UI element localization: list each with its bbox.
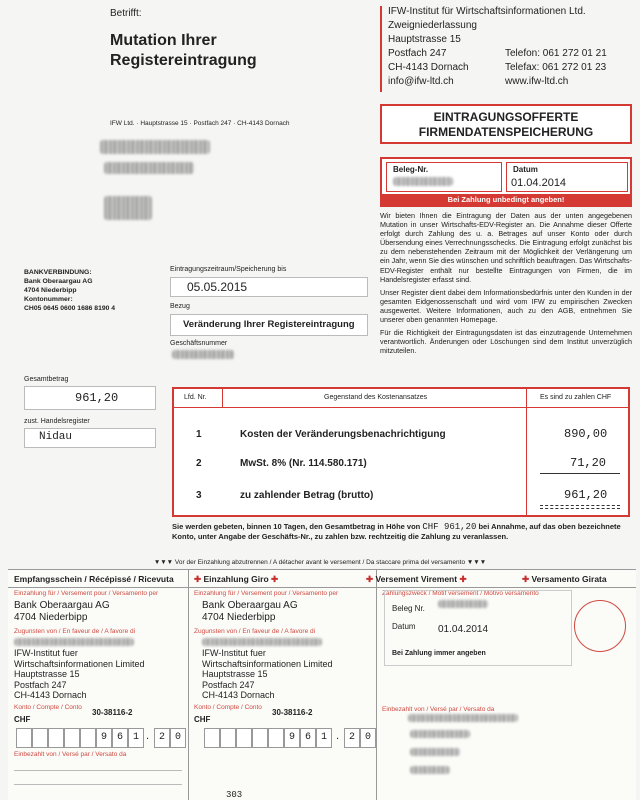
slip-title-2 xyxy=(194,574,278,585)
header-gegenstand: Gegenstand des Kostenansatzes xyxy=(324,394,428,401)
sender-line: IFW Ltd. · Hauptstrasse 15 · Postfach 247 · CH-4143 Dornach xyxy=(110,120,290,127)
body-paragraph-2: Unser Register dient dabei dem Informationsbedürfnis unter den Kunden in der gesamten Eidgenossenschaft und wird vom IFW zu empirischen Zwecken ausgewertet. Weitere Informationen, auch zu den AGB, entnehmen Sie unserer oben genannten Homepage. xyxy=(380,287,632,325)
s1-line-2 xyxy=(14,784,182,785)
s1-cell-digit: 1 xyxy=(128,728,144,748)
company-branch: Zweigniederlassung xyxy=(388,20,477,31)
beleg-value-redacted xyxy=(393,177,453,186)
slip-title-3-text: Versement Virement xyxy=(375,574,458,584)
s2-bank-city: 4704 Niederbipp xyxy=(202,612,276,623)
bezug-value: Veränderung Ihrer Registereintragung xyxy=(183,319,355,330)
row-2-desc: MwSt. 8% (Nr. 114.580.171) xyxy=(240,458,367,469)
row-3-underline-1 xyxy=(540,505,620,506)
bank-konto-label: Kontonummer: xyxy=(24,296,73,303)
s1-konto-label: Konto / Compte / Conto xyxy=(14,704,82,711)
gesamt-value: 961,20 xyxy=(75,391,119,405)
s1-cell-empty xyxy=(48,728,64,748)
row-2-underline xyxy=(540,473,620,474)
s2-recipient-1: IFW-Institut fuer xyxy=(202,648,266,658)
payment-note-b: bei Annahme, auf das oben bezeichnete Konto, unter Angabe der Geschäfts-Nr., zu zahlen bzw. rechtzeitig die Zahlung zu veranlassen. xyxy=(172,522,621,541)
redacted-address-2 xyxy=(104,162,194,174)
slip-footer-number: 303 xyxy=(226,790,243,800)
s1-recipient-5: CH-4143 Dornach xyxy=(14,690,87,700)
row-3-amount: 961,20 xyxy=(564,488,608,502)
s1-currency: CHF xyxy=(14,715,31,724)
row-3-underline-2 xyxy=(540,508,620,509)
s1-cell-empty xyxy=(32,728,48,748)
header-lfd-nr: Lfd. Nr. xyxy=(184,394,207,401)
geschaefts-label: Geschäftsnummer xyxy=(170,340,228,347)
row-1-desc: Kosten der Veränderungsbenachrichtigung xyxy=(240,429,446,440)
header-divider-2 xyxy=(526,389,527,515)
plus-icon-2: ✚ xyxy=(268,574,279,584)
company-pobox: Postfach 247 xyxy=(388,48,447,59)
row-2-nr: 2 xyxy=(196,458,202,469)
s1-cell-digit: 0 xyxy=(170,728,186,748)
bank-city: 4704 Niederbipp xyxy=(24,287,77,294)
s1-zugunsten-label: Zugunsten von / En faveur de / A favore di xyxy=(14,628,136,635)
s1-recipient-2: Wirtschaftsinformationen Limited xyxy=(14,658,145,669)
register-box xyxy=(24,428,156,448)
company-city: CH-4143 Dornach xyxy=(388,62,469,73)
bank-block xyxy=(24,268,115,313)
s3-zweck-label: Zahlungszweck / Motif versement / Motivo versamento xyxy=(382,590,539,597)
s1-cell-digit: 9 xyxy=(96,728,112,748)
row-3-desc: zu zahlender Betrag (brutto) xyxy=(240,490,374,501)
s2-cell-digit: 9 xyxy=(284,728,300,748)
company-contact xyxy=(505,47,607,89)
s2-cell-digit: 0 xyxy=(360,728,376,748)
header-zu-zahlen: Es sind zu zahlen CHF xyxy=(540,394,612,401)
register-label: zust. Handelsregister xyxy=(24,418,90,425)
beleg-label: Beleg-Nr. xyxy=(393,165,429,174)
company-phone: Telefon: 061 272 01 21 xyxy=(505,48,607,59)
body-paragraph-1: Wir bieten Ihnen die Eintragung der Daten aus der unten angegebenen Mutation in unser Wirtschafts-EDV-Register an. Die Annahme dieser Offerte erfolgt durch Zahlung des u. a. Betrages auf unser Konto oder durch Übersendung eines Verrechnungsschecks. Die Eintragung erfolgt zunächst bis zu dem nebenstehenden Zeitraum mit der Möglichkeit der Verlängerung um ein Jahr, wenn Sie dies wünschen und schriftlich beauftragen. Das Wirtschafts-EDV-Register enthält nur bestellte Eintragungen von Firmen, die im Handelsregister erfasst sind. xyxy=(380,211,632,284)
s2-cell-empty xyxy=(236,728,252,748)
payment-note-a: Sie werden gebeten, binnen 10 Tagen, den Gesamtbetrag in Höhe von xyxy=(172,522,421,531)
s3-immer-angeben: Bei Zahlung immer angeben xyxy=(392,650,486,657)
payment-note xyxy=(172,522,630,542)
s1-recipient-3: Hauptstrasse 15 xyxy=(14,669,80,679)
redacted-address-3 xyxy=(104,196,152,220)
body-text xyxy=(380,211,632,355)
title-line-1: Mutation Ihrer xyxy=(110,32,217,49)
s1-bank-name: Bank Oberaargau AG xyxy=(14,600,110,611)
s1-redacted xyxy=(14,638,134,646)
s1-recipient-1: IFW-Institut fuer xyxy=(14,648,78,658)
bank-label: BANKVERBINDUNG: xyxy=(24,269,92,276)
s3-beleg-redacted xyxy=(438,600,488,608)
s2-konto-value: 30-38116-2 xyxy=(272,708,313,717)
body-paragraph-3: Für die Richtigkeit der Eintragungsdaten ist das einzutragende Unternehmen verantwortlich. Änderungen oder Löschungen sind dem Institut unverzüglich mitzuteilen. xyxy=(380,328,632,356)
s2-currency: CHF xyxy=(194,715,211,724)
s2-konto-label: Konto / Compte / Conto xyxy=(194,704,262,711)
slip-divider-1 xyxy=(188,570,189,800)
s3-payer-redacted-3 xyxy=(410,748,460,756)
slip-divider-2 xyxy=(376,570,377,800)
s3-datum-label: Datum xyxy=(392,622,416,631)
s1-einzahlung-label: Einzahlung für / Versement pour / Versamento per xyxy=(14,590,159,597)
s2-recipient-2: Wirtschaftsinformationen Limited xyxy=(202,658,333,669)
company-fax: Telefax: 061 272 01 23 xyxy=(505,62,607,73)
row-1-nr: 1 xyxy=(196,429,202,440)
beleg-field xyxy=(386,162,502,192)
s3-payer-redacted xyxy=(408,714,518,722)
slip-header-rule xyxy=(8,587,636,588)
plus-icon-1: ✚ xyxy=(194,574,204,584)
title-line-2: Registereintragung xyxy=(110,52,257,69)
s3-payer-redacted-2 xyxy=(410,730,470,738)
s1-decimal-dot: . xyxy=(146,730,150,742)
bank-name: Bank Oberaargau AG xyxy=(24,278,93,285)
s2-recipient-5: CH-4143 Dornach xyxy=(202,690,275,700)
beleg-box xyxy=(380,157,632,207)
cost-table xyxy=(172,387,630,517)
s2-redacted xyxy=(202,638,322,646)
header-divider-1 xyxy=(222,389,223,407)
s3-beleg-label: Beleg Nr. xyxy=(392,604,425,613)
slip-title-3 xyxy=(366,574,467,585)
period-label: Eintragungszeitraum/Speicherung bis xyxy=(170,266,287,273)
redacted-address-1 xyxy=(100,140,210,154)
slip-title-2-text: Einzahlung Giro xyxy=(203,574,269,584)
s2-bank-name: Bank Oberaargau AG xyxy=(202,600,298,611)
s1-cell-digit: 2 xyxy=(154,728,170,748)
gesamt-label: Gesamtbetrag xyxy=(24,376,69,383)
s2-cell-empty xyxy=(268,728,284,748)
betrifft-label: Betrifft: xyxy=(110,8,142,19)
datum-value: 01.04.2014 xyxy=(511,177,567,189)
s2-cell-digit: 1 xyxy=(316,728,332,748)
slip-title-4-text: Versamento Girata xyxy=(531,574,607,584)
s2-bank xyxy=(202,600,298,624)
company-email: info@ifw-ltd.ch xyxy=(388,76,454,87)
period-box xyxy=(170,277,368,297)
slip-title-1: Empfangsschein / Récépissé / Ricevuta xyxy=(14,574,174,584)
s1-bank xyxy=(14,600,110,624)
s1-cell-empty xyxy=(64,728,80,748)
s1-recipient-4: Postfach 247 xyxy=(14,679,67,690)
s2-zugunsten-label: Zugunsten von / En faveur de / A favore di xyxy=(194,628,316,635)
datum-field xyxy=(506,162,628,192)
s1-bank-city: 4704 Niederbipp xyxy=(14,612,88,623)
s1-konto-value: 30-38116-2 xyxy=(92,708,133,717)
company-street: Hauptstrasse 15 xyxy=(388,34,461,45)
s1-cell-digit: 6 xyxy=(112,728,128,748)
bezug-label: Bezug xyxy=(170,303,190,310)
cut-line: ▼▼▼ Vor der Einzahlung abzutrennen / A détacher avant le versement / Da staccare prima del versamento ▼▼▼ xyxy=(153,559,487,566)
register-value: Nidau xyxy=(39,431,73,443)
offer-title-box xyxy=(380,104,632,144)
s2-einzahlung-label: Einzahlung für / Versement pour / Versamento per xyxy=(194,590,339,597)
company-name: IFW-Institut für Wirtschaftsinformationen Ltd. xyxy=(388,6,586,17)
payment-note-amount: CHF 961,20 xyxy=(422,522,477,532)
row-3-nr: 3 xyxy=(196,490,202,501)
row-1-amount: 890,00 xyxy=(564,427,608,441)
s3-datum-value: 01.04.2014 xyxy=(438,624,489,635)
datum-label: Datum xyxy=(513,165,538,174)
s2-cell-digit: 6 xyxy=(300,728,316,748)
payment-slip xyxy=(8,569,636,800)
s2-cell-empty xyxy=(220,728,236,748)
bank-iban: CH05 0645 0600 1686 8190 4 xyxy=(24,305,116,312)
s1-line-1 xyxy=(14,770,182,771)
s1-einbezahlt-label: Einbezahlt von / Versé par / Versato da xyxy=(14,751,127,758)
plus-icon-4: ✚ xyxy=(457,574,467,584)
s2-recipient-4: Postfach 247 xyxy=(202,679,255,690)
offer-title-1: EINTRAGUNGSOFFERTE xyxy=(433,110,579,124)
company-web: www.ifw-ltd.ch xyxy=(505,76,569,87)
s1-cell-empty xyxy=(80,728,96,748)
geschaefts-value-redacted xyxy=(172,350,234,359)
bei-zahlung-banner: Bei Zahlung unbedingt angeben! xyxy=(382,194,630,205)
s2-decimal-dot: . xyxy=(336,730,340,742)
s2-recipient xyxy=(202,648,333,701)
s2-cell-empty xyxy=(204,728,220,748)
s2-recipient-3: Hauptstrasse 15 xyxy=(202,669,268,679)
s2-cell-empty xyxy=(252,728,268,748)
offer-title-2: FIRMENDATENSPEICHERUNG xyxy=(418,125,594,139)
s3-payer-redacted-4 xyxy=(410,766,450,774)
row-2-amount: 71,20 xyxy=(570,456,607,470)
s3-einbezahlt-label: Einbezahlt von / Versé par / Versato da xyxy=(382,706,495,713)
slip-title-4 xyxy=(522,574,607,585)
bezug-box xyxy=(170,314,368,336)
period-value: 05.05.2015 xyxy=(187,280,248,294)
s2-cell-digit: 2 xyxy=(344,728,360,748)
company-rule xyxy=(380,6,382,92)
slip-stamp-circle xyxy=(574,600,626,652)
plus-icon-5: ✚ xyxy=(522,574,532,584)
gesamt-box xyxy=(24,386,156,410)
s1-recipient xyxy=(14,648,145,701)
s1-cell-empty xyxy=(16,728,32,748)
plus-icon-3: ✚ xyxy=(366,574,376,584)
